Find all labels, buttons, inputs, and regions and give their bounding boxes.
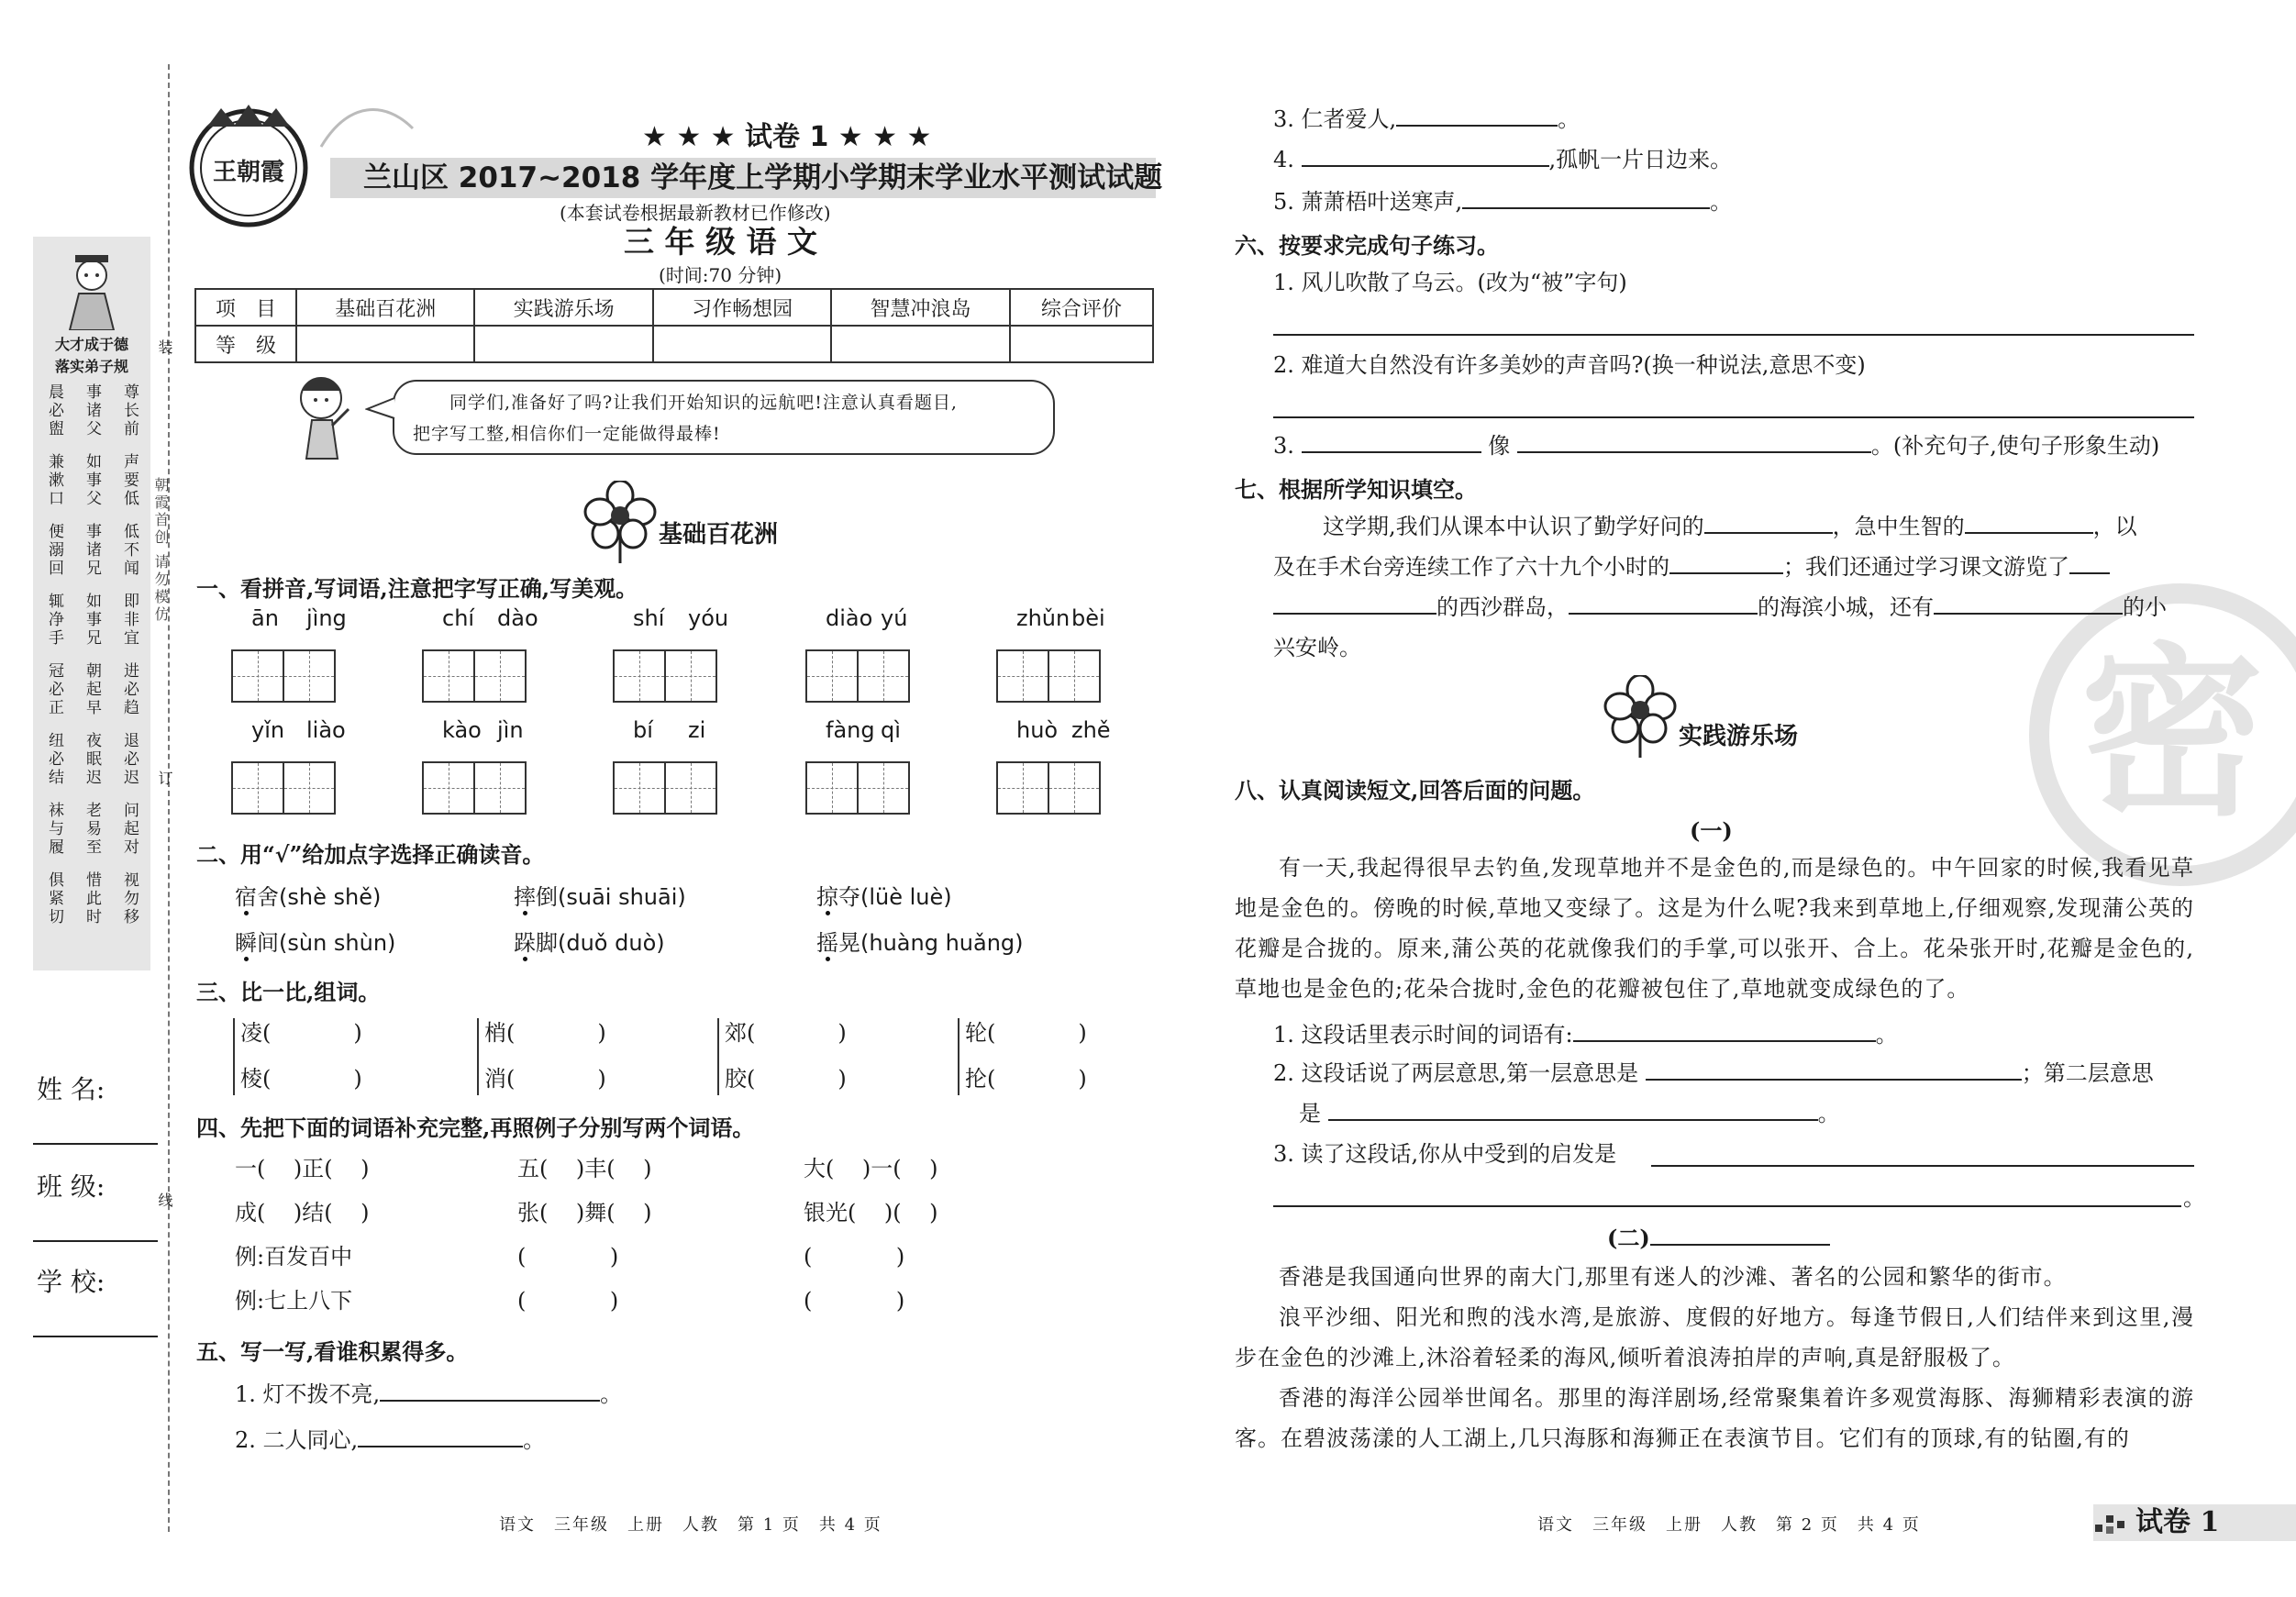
- writing-cell[interactable]: [231, 649, 284, 703]
- q4-item[interactable]: 例:百发百中: [235, 1244, 353, 1270]
- q2-char: 脚: [536, 930, 558, 956]
- q3-close: ): [597, 1066, 606, 1092]
- q3-close: ): [353, 1020, 362, 1046]
- pinyin-syllable: chí: [442, 605, 475, 631]
- writing-grid: [231, 649, 336, 703]
- q3-bracket: [717, 1018, 719, 1095]
- q8-period: 。: [2183, 1185, 2205, 1211]
- score-header-practice: 实践游乐场: [474, 289, 652, 326]
- motto-column: 袜与履: [45, 802, 63, 857]
- motto-column: 事诸兄: [83, 523, 101, 578]
- pinyin-syllable: huò: [1016, 717, 1059, 743]
- q7-text-4: 及在手术台旁连续工作了六十九个小时的: [1273, 554, 1669, 580]
- writing-cell[interactable]: [283, 761, 336, 815]
- q7-text-6: 的西沙群岛，: [1436, 594, 1569, 620]
- section-practice-title: 实践游乐场: [1679, 723, 1799, 750]
- motto-row: [39, 593, 145, 662]
- q4-item[interactable]: ( ): [804, 1288, 905, 1314]
- motto-title-1: 大才成于德: [54, 336, 128, 353]
- pinyin-syllable: dào: [497, 605, 538, 631]
- writing-cell[interactable]: [613, 761, 666, 815]
- q5-item-1: [235, 1380, 622, 1409]
- q8-answer-line-3a[interactable]: [1651, 1165, 2194, 1167]
- q3-char: 胶(: [725, 1066, 756, 1092]
- q5-item-4-tail: ,孤帆一片日边来。: [1548, 147, 1733, 172]
- pinyin-syllable: zhě: [1071, 717, 1111, 743]
- q8-answer-line-3b[interactable]: [1273, 1205, 2181, 1207]
- score-table: [194, 288, 1154, 363]
- writing-grid: [422, 649, 527, 703]
- motto-column: 即非宜: [120, 593, 139, 648]
- motto-column: 尊长前: [120, 383, 139, 438]
- q4-item[interactable]: 银光( )( ): [804, 1200, 938, 1225]
- q8-q1-text: 1. 这段话里表示时间的词语有:: [1273, 1022, 1573, 1048]
- q2-item: [816, 882, 952, 912]
- watermark-text: 密: [2080, 627, 2265, 841]
- q8-p2-line-3: 香港的海洋公园举世闻名。那里的海洋剧场,经常聚集着许多观赏海豚、海狮精彩表演的游客。在碧波荡漾的人工湖上,几只海豚和海狮正在表演节目。它们有的顶球,有的钻圈,有的: [1235, 1385, 2194, 1451]
- motto-column: 进必趋: [120, 662, 139, 717]
- q4-item[interactable]: ( ): [804, 1244, 905, 1270]
- score-grade-label: 等 级: [195, 326, 296, 362]
- bubble-tail-icon: [365, 394, 396, 422]
- q4-item[interactable]: 张( )舞( ): [517, 1200, 652, 1225]
- motto-column: 老易至: [83, 802, 101, 857]
- motto-column: 朝起早: [83, 662, 101, 717]
- writing-grid: [805, 649, 910, 703]
- motto-row: [39, 453, 145, 523]
- writing-cell[interactable]: [613, 649, 666, 703]
- q5-title: 五、写一写,看谁积累得多。: [196, 1338, 469, 1365]
- writing-grid: [805, 761, 910, 815]
- score-grade-cell[interactable]: [1010, 326, 1153, 362]
- q7-text-8: 的小: [2123, 594, 2167, 620]
- q7-blank-4a[interactable]: [2069, 552, 2110, 574]
- paper-tag: ★ ★ ★ 试卷 1 ★ ★ ★: [642, 121, 932, 153]
- q7-blank-5[interactable]: [1569, 593, 1758, 615]
- motto-column: 事诸父: [83, 383, 101, 438]
- q5-end: 。: [1710, 189, 1733, 215]
- q5-blank-4[interactable]: [1302, 145, 1549, 167]
- name-label: 姓 名:: [37, 1074, 105, 1104]
- footer-squares-icon: [2093, 1508, 2134, 1536]
- q2-item: [235, 882, 381, 912]
- q6-item-3: [1273, 431, 2159, 460]
- q8-question-3: [1273, 1139, 1616, 1169]
- q2-item: [235, 928, 395, 958]
- motto-column: 退必迟: [120, 732, 139, 787]
- q7-line-4: 兴安岭。: [1273, 635, 1361, 660]
- motto-column: 纽必结: [45, 732, 63, 787]
- pinyin-syllable: qì: [881, 717, 901, 743]
- brand-logo: [180, 99, 327, 237]
- q8-end: 。: [1817, 1101, 1840, 1126]
- q7-line-2: [1273, 552, 2110, 582]
- q5-end: 。: [600, 1381, 623, 1407]
- writing-cell[interactable]: [996, 761, 1049, 815]
- q3-item: [240, 1018, 362, 1048]
- motto-column: 兼漱口: [45, 453, 63, 508]
- writing-grid: [613, 761, 717, 815]
- q6-blank-a[interactable]: [1302, 431, 1481, 453]
- q3-char: 轮(: [965, 1020, 996, 1046]
- q5-item-5-text: 5. 萧萧梧叶送寒声,: [1273, 189, 1463, 215]
- score-grade-cell[interactable]: [474, 326, 652, 362]
- q2-item: [514, 882, 686, 912]
- pinyin-syllable: kào: [442, 717, 482, 743]
- motto-column: 声要低: [120, 453, 139, 508]
- writing-grid: [422, 761, 527, 815]
- q3-char: 抡(: [965, 1066, 996, 1092]
- greeting-line-2: 把字写工整,相信你们一定能做得最棒!: [413, 424, 721, 444]
- q8-q2-tail: ；第二层意思: [2021, 1060, 2154, 1086]
- q5-item-5: [1273, 187, 1732, 216]
- writing-cell[interactable]: [664, 761, 717, 815]
- score-header-overall: 综合评价: [1010, 289, 1153, 326]
- q3-close: ): [837, 1020, 847, 1046]
- q3-char: 消(: [484, 1066, 516, 1092]
- pinyin-syllable: jìn: [497, 717, 524, 743]
- q3-close: ): [1078, 1020, 1087, 1046]
- footer-left: 语文 三年级 上册 人教 第 1 页 共 4 页: [499, 1515, 882, 1535]
- writing-grid: [231, 761, 336, 815]
- pinyin-syllable: bèi: [1071, 605, 1105, 631]
- q4-item[interactable]: 五( )丰( ): [517, 1156, 652, 1181]
- flower-icon: [1603, 675, 1677, 758]
- exam-subtitle: (本套试卷根据最新教材已作修改): [560, 202, 831, 224]
- side-mark-1: 装: [156, 339, 173, 357]
- footer-right: 语文 三年级 上册 人教 第 2 页 共 4 页: [1537, 1515, 1921, 1535]
- q4-item[interactable]: 一( )正( ): [235, 1156, 370, 1181]
- q2-options[interactable]: (lüè luè): [860, 884, 952, 910]
- score-header-writing: 习作畅想园: [653, 289, 831, 326]
- q7-line-1: [1323, 512, 2137, 541]
- q4-title: 四、先把下面的词语补充完整,再照例子分别写两个词语。: [196, 1115, 755, 1141]
- q8-blank-3[interactable]: [1328, 1099, 1818, 1121]
- writing-cell[interactable]: [996, 649, 1049, 703]
- writing-grid: [996, 761, 1101, 815]
- q6-item-3-like: 像: [1488, 433, 1511, 459]
- watermark-seal: [2029, 583, 2296, 886]
- q2-item: [816, 928, 1024, 958]
- q2-dotted-char: 摔: [514, 884, 536, 910]
- footer-tag: 试卷 1: [2135, 1506, 2220, 1538]
- motto-column: 如事兄: [83, 593, 101, 648]
- writing-cell[interactable]: [857, 761, 910, 815]
- q5-end: 。: [1558, 106, 1581, 132]
- score-header-basic: 基础百花洲: [296, 289, 474, 326]
- q2-dotted-char: 宿: [235, 884, 257, 910]
- exam-title: 兰山区 2017~2018 学年度上学期小学期末学业水平测试试题: [363, 161, 1163, 194]
- side-mark-2: 订: [156, 771, 173, 788]
- q8-part-2: [1607, 1220, 1830, 1252]
- q7-blank-1[interactable]: [1704, 512, 1833, 534]
- score-header-wisdom: 智慧冲浪岛: [831, 289, 1009, 326]
- q3-title: 三、比一比,组词。: [196, 979, 381, 1005]
- q6-answer-line-1[interactable]: [1273, 334, 2194, 336]
- pinyin-syllable: yǐn: [251, 717, 285, 743]
- q4-item[interactable]: ( ): [517, 1244, 619, 1270]
- school-field[interactable]: [33, 1336, 158, 1337]
- writing-grid: [996, 649, 1101, 703]
- q2-item: [514, 928, 665, 958]
- scholar-figure-icon: [57, 248, 127, 330]
- q2-char: 舍: [257, 884, 279, 910]
- q8-question-2b: [1299, 1099, 1840, 1128]
- class-field[interactable]: [33, 1240, 158, 1242]
- pinyin-syllable: shí: [633, 605, 665, 631]
- exam-time: (时间:70 分钟): [659, 264, 782, 286]
- pinyin-syllable: zhǔn: [1016, 605, 1070, 631]
- writing-cell[interactable]: [473, 649, 527, 703]
- q5-item-1-text: 1. 灯不拨不亮,: [235, 1381, 381, 1407]
- ribbon-decoration-icon: [312, 101, 422, 156]
- pinyin-syllable: zi: [688, 717, 706, 743]
- q8-passage-2: [1235, 1257, 2194, 1458]
- q3-char: 郊(: [725, 1020, 756, 1046]
- q2-dotted-char: 瞬: [235, 930, 257, 956]
- motto-row: [39, 802, 145, 871]
- q7-text-1: 这学期,我们从课本中认识了勤学好问的: [1323, 514, 1704, 539]
- q3-item: [240, 1064, 362, 1093]
- score-header-item: 项 目: [195, 289, 296, 326]
- q7-title: 七、根据所学知识填空。: [1235, 476, 1477, 503]
- copyright-mark: 朝霞首创 请勿模仿: [152, 477, 170, 625]
- q8-question-2: [1273, 1059, 2154, 1088]
- q6-title: 六、按要求完成句子练习。: [1235, 232, 1499, 259]
- q7-blank-3[interactable]: [1669, 552, 1783, 574]
- q3-bracket: [958, 1018, 959, 1095]
- q3-close: ): [597, 1020, 606, 1046]
- q2-options[interactable]: (huàng huǎng): [860, 930, 1024, 956]
- q7-text-3: ，以: [2092, 514, 2137, 539]
- q3-char: 凌(: [240, 1020, 272, 1046]
- motto-title-2: 落实弟子规: [54, 358, 128, 375]
- motto-row: [39, 732, 145, 802]
- q8-q2-text: 2. 这段话说了两层意思,第一层意思是: [1273, 1060, 1639, 1086]
- writing-cell[interactable]: [805, 761, 859, 815]
- motto-column: 便溺回: [45, 523, 63, 578]
- q5-item-4: [1273, 145, 1732, 174]
- section-basic-title: 基础百花洲: [659, 521, 779, 549]
- q8-p2-line-1: 香港是我国通向世界的南大门,那里有迷人的沙滩、著名的公园和繁华的街市。: [1279, 1264, 2067, 1290]
- q2-char: 间: [257, 930, 279, 956]
- q3-close: ): [837, 1066, 847, 1092]
- writing-cell[interactable]: [664, 649, 717, 703]
- q7-blank-2[interactable]: [1965, 512, 2093, 534]
- score-grade-cell[interactable]: [831, 326, 1009, 362]
- q5-end: 。: [523, 1427, 546, 1453]
- q7-text-7: 的海滨小城，还有: [1758, 594, 1934, 620]
- motto-row: [39, 871, 145, 941]
- q2-options[interactable]: (sùn shùn): [279, 930, 396, 956]
- q3-char: 棱(: [240, 1066, 272, 1092]
- q5-blank-5[interactable]: [1462, 187, 1710, 209]
- q6-item-1: 1. 风儿吹散了乌云。(改为“被”字句): [1273, 270, 1627, 295]
- q8-p2-line-2: 浪平沙细、阳光和煦的浅水湾,是旅游、度假的好地方。每逢节假日,人们结伴来到这里,漫步在金色的沙滩上,沐浴着轻柔的海风,倾听着浪涛拍岸的声响,真是舒服极了。: [1235, 1304, 2194, 1370]
- logo-text: 王朝霞: [212, 159, 285, 186]
- binding-dashed-line: [168, 64, 170, 1532]
- writing-cell[interactable]: [857, 649, 910, 703]
- q4-item[interactable]: ( ): [517, 1288, 619, 1314]
- motto-column: 低不闻: [120, 523, 139, 578]
- writing-cell[interactable]: [422, 649, 475, 703]
- pinyin-syllable: jìng: [306, 605, 347, 631]
- writing-cell[interactable]: [473, 761, 527, 815]
- motto-column: 俱紧切: [45, 871, 63, 926]
- q4-item[interactable]: 大( )一( ): [804, 1156, 938, 1181]
- q3-close: ): [353, 1066, 362, 1092]
- motto-column: 问起对: [120, 802, 139, 857]
- q8-passage-1: 有一天,我起得很早去钓鱼,发现草地并不是金色的,而是绿色的。中午回家的时候,我看见草地是金色的。傍晚的时候,草地又变绿了。这是为什么呢?我来到草地上,仔细观察,发现蒲公英的花瓣是合拢的。原来,蒲公英的花就像我们的手掌,可以张开、合上。花朵张开时,花瓣是金色的,草地也是金色的;花朵合拢时,金色的花瓣被包住了,草地就变成绿色的了。: [1235, 855, 2194, 1002]
- q6-blank-b[interactable]: [1517, 431, 1871, 453]
- q3-close: ): [1078, 1066, 1087, 1092]
- q2-title: 二、用“√”给加点字选择正确读音。: [196, 841, 545, 868]
- writing-cell[interactable]: [1048, 761, 1101, 815]
- q8-blank-1[interactable]: [1573, 1020, 1876, 1042]
- q8-end: 。: [1875, 1022, 1898, 1048]
- name-field[interactable]: [33, 1143, 158, 1145]
- score-grade-cell[interactable]: [296, 326, 474, 362]
- q6-item-3-tail: 。(补充句子,使句子形象生动): [1870, 433, 2160, 459]
- q8-blank-2[interactable]: [1646, 1059, 2022, 1081]
- writing-cell[interactable]: [805, 649, 859, 703]
- q8-title-blank[interactable]: [1650, 1224, 1830, 1246]
- writing-cell[interactable]: [231, 761, 284, 815]
- q4-item[interactable]: 成( )结( ): [235, 1200, 370, 1225]
- writing-cell[interactable]: [283, 649, 336, 703]
- student-cartoon-icon: [292, 372, 356, 460]
- q5-blank-2[interactable]: [358, 1425, 523, 1447]
- q7-line-3: [1273, 593, 2167, 622]
- q8-q3-text: 3. 读了这段话,你从中受到的启发是: [1273, 1141, 1617, 1167]
- q3-item: [965, 1018, 1087, 1048]
- side-mark-3: 线: [156, 1192, 173, 1210]
- pinyin-syllable: fàng: [826, 717, 875, 743]
- q7-blank-6[interactable]: [1934, 593, 2123, 615]
- flower-icon: [583, 481, 657, 563]
- q3-item: [484, 1018, 606, 1048]
- q3-char: 梢(: [484, 1020, 516, 1046]
- motto-row: [39, 662, 145, 732]
- motto-column: 惜此时: [83, 871, 101, 926]
- q2-options[interactable]: (shè shě): [279, 884, 382, 910]
- q2-dotted-char: 掠: [816, 884, 838, 910]
- q3-bracket: [477, 1018, 479, 1095]
- q3-item: [725, 1018, 847, 1048]
- greeting-bubble: [393, 380, 1055, 455]
- q3-item: [725, 1064, 847, 1093]
- motto-column: 晨必盥: [45, 383, 63, 438]
- q8-part-1: (一): [1690, 817, 1733, 844]
- greeting-line-1: 同学们,准备好了吗?让我们开始知识的远航吧!注意认真看题目,: [449, 393, 958, 413]
- q5-item-4-text: 4.: [1273, 147, 1302, 172]
- writing-grid: [613, 649, 717, 703]
- motto-column: 如事父: [83, 453, 101, 508]
- motto-column: 夜眠迟: [83, 732, 101, 787]
- motto-column: 冠必正: [45, 662, 63, 717]
- q5-item-2-text: 2. 二人同心,: [235, 1427, 359, 1453]
- q4-item[interactable]: 例:七上八下: [235, 1288, 353, 1314]
- pinyin-syllable: yú: [881, 605, 908, 631]
- q7-text-5: ；我们还通过学习课文游览了: [1783, 554, 2069, 580]
- motto-row: [39, 523, 145, 593]
- pinyin-syllable: bí: [633, 717, 653, 743]
- school-label: 学 校:: [37, 1267, 105, 1297]
- pinyin-syllable: diào: [826, 605, 873, 631]
- q2-char: 晃: [838, 930, 860, 956]
- q5-blank-3[interactable]: [1396, 105, 1558, 127]
- q2-options[interactable]: (duǒ duò): [558, 930, 665, 956]
- q3-bracket: [233, 1018, 235, 1095]
- q2-options[interactable]: (suāi shuāi): [558, 884, 686, 910]
- q2-char: 夺: [838, 884, 860, 910]
- q3-item: [965, 1064, 1087, 1093]
- binding-strip: [0, 0, 173, 1597]
- q2-dotted-char: 摇: [816, 930, 838, 956]
- motto-box: [33, 237, 150, 970]
- q5-item-2: [235, 1425, 545, 1455]
- q8-q2-shi: 是: [1299, 1101, 1321, 1126]
- q5-blank-1[interactable]: [380, 1380, 600, 1402]
- q7-text-2: ，急中生智的: [1832, 514, 1965, 539]
- motto-column: 视勿移: [120, 871, 139, 926]
- q8-title: 八、认真阅读短文,回答后面的问题。: [1235, 777, 1595, 804]
- q8-part-2-label: (二): [1607, 1225, 1650, 1251]
- q6-answer-line-2[interactable]: [1273, 416, 2194, 418]
- pinyin-syllable: liào: [306, 717, 346, 743]
- pinyin-syllable: yóu: [688, 605, 729, 631]
- q7-blank-4b[interactable]: [1273, 593, 1436, 615]
- q5-item-3-text: 3. 仁者爱人,: [1273, 106, 1397, 132]
- pinyin-syllable: ān: [251, 605, 279, 631]
- q5-item-3: [1273, 105, 1580, 134]
- q6-item-3-num: 3.: [1273, 433, 1294, 459]
- q8-question-1: [1273, 1020, 1898, 1049]
- q6-item-2: 2. 难道大自然没有许多美妙的声音吗?(换一种说法,意思不变): [1273, 352, 1866, 378]
- q1-title: 一、看拼音,写词语,注意把字写正确,写美观。: [196, 575, 638, 602]
- q3-item: [484, 1064, 606, 1093]
- q2-dotted-char: 跺: [514, 930, 536, 956]
- motto-row: [39, 383, 145, 453]
- writing-cell[interactable]: [422, 761, 475, 815]
- subject-title: 三 年 级 语 文: [624, 224, 817, 260]
- motto-columns: [39, 383, 145, 941]
- q2-char: 倒: [536, 884, 558, 910]
- motto-column: 辄净手: [45, 593, 63, 648]
- writing-cell[interactable]: [1048, 649, 1101, 703]
- score-grade-cell[interactable]: [653, 326, 831, 362]
- class-label: 班 级:: [37, 1171, 105, 1202]
